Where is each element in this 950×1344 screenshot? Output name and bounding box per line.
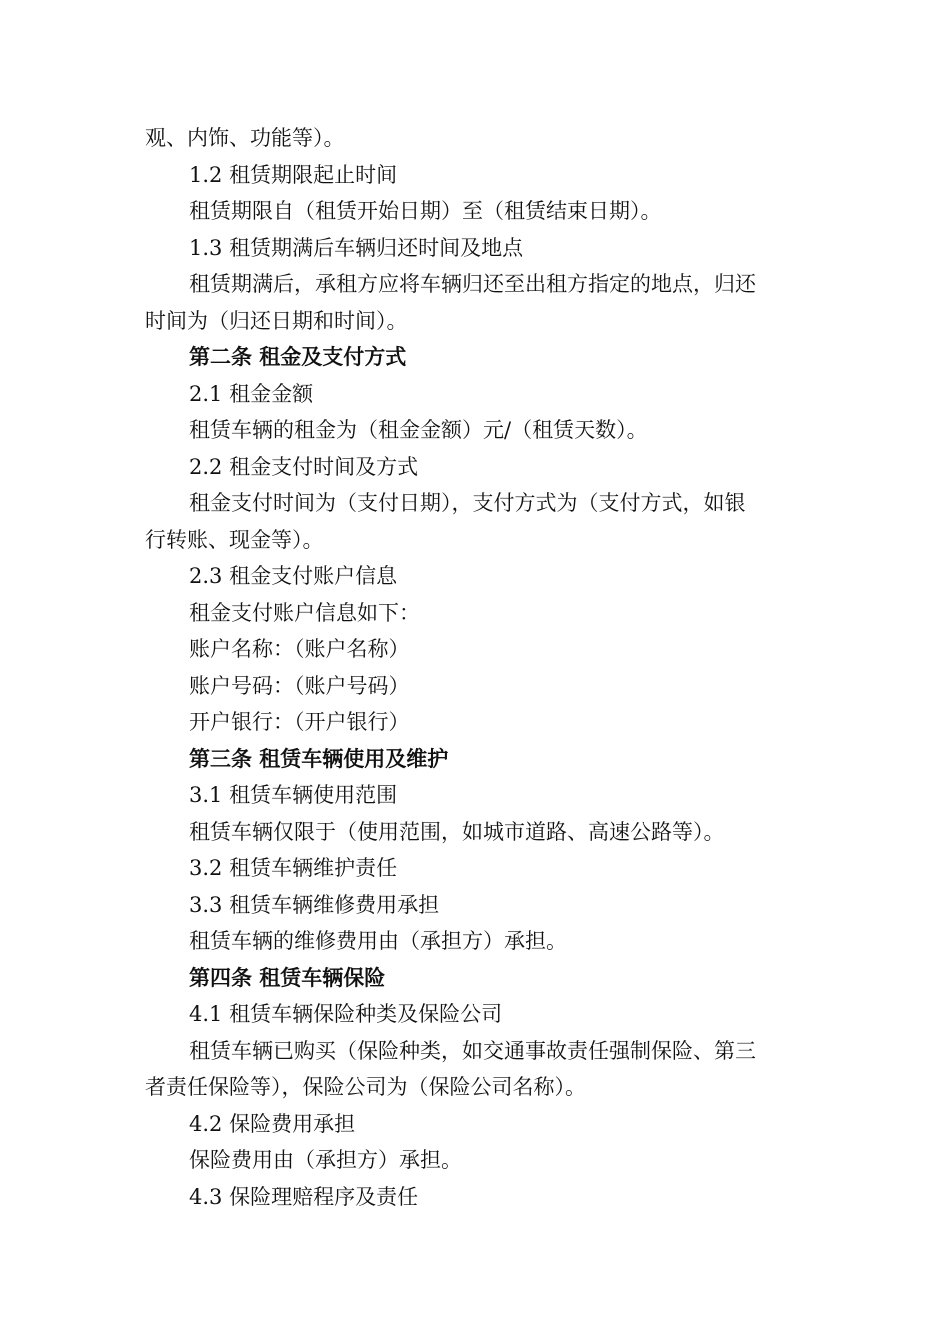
clause-3-2-title: 3.2 租赁车辆维护责任: [189, 856, 398, 880]
clause-3-3-text: 租赁车辆的维修费用由（承担方）承担。: [189, 929, 567, 953]
clause-4-1-text-line-2: 者责任保险等），保险公司为（保险公司名称）。: [145, 1075, 586, 1099]
clause-3-1-text: 租赁车辆仅限于（使用范围，如城市道路、高速公路等）。: [189, 819, 725, 844]
article-3-heading: 第三条 租赁车辆使用及维护: [189, 746, 449, 771]
clause-2-2-text-line-1: 租金支付时间为（支付日期），支付方式为（支付方式，如银: [189, 491, 746, 515]
clause-1-2-text: 租赁期限自（租赁开始日期）至（租赁结束日期）。: [189, 199, 662, 223]
clause-4-2-title: 4.2 保险费用承担: [189, 1111, 356, 1136]
clause-1-3-text-line-1: 租赁期满后，承租方应将车辆归还至出租方指定的地点，归还: [189, 272, 756, 296]
clause-2-2-title: 2.2 租金支付时间及方式: [189, 454, 419, 479]
clause-4-1-text-line-1: 租赁车辆已购买（保险种类，如交通事故责任强制保险、第三: [189, 1038, 756, 1063]
document-body: [145, 120, 810, 1215]
account-name-field: 账户名称：（账户名称）: [189, 637, 410, 661]
clause-2-2-text-line-2: 行转账、现金等）。: [145, 527, 324, 552]
clause-3-1-title: 3.1 租赁车辆使用范围: [189, 783, 398, 807]
paragraph-continuation: 观、内饰、功能等）。: [145, 126, 345, 150]
clause-4-2-text: 保险费用由（承担方）承担。: [189, 1148, 462, 1172]
article-4-heading: 第四条 租赁车辆保险: [189, 965, 386, 990]
clause-1-3-title: 1.3 租赁期满后车辆归还时间及地点: [189, 235, 524, 260]
clause-2-1-title: 2.1 租金金额: [189, 381, 314, 406]
clause-1-2-title: 1.2 租赁期限起止时间: [189, 162, 398, 187]
clause-4-3-title: 4.3 保险理赔程序及责任: [189, 1184, 419, 1209]
bank-field: 开户银行：（开户银行）: [189, 710, 410, 734]
clause-1-3-text-line-2: 时间为（归还日期和时间）。: [145, 308, 408, 333]
clause-4-1-title: 4.1 租赁车辆保险种类及保险公司: [189, 1002, 503, 1026]
clause-2-1-text: 租赁车辆的租金为（租金金额）元/（租赁天数）。: [189, 418, 648, 442]
account-number-field: 账户号码：（账户号码）: [189, 673, 410, 698]
clause-2-3-text: 租金支付账户信息如下：: [189, 600, 420, 625]
article-2-heading: 第二条 租金及支付方式: [189, 345, 407, 369]
clause-2-3-title: 2.3 租金支付账户信息: [189, 564, 398, 588]
clause-3-3-title: 3.3 租赁车辆维修费用承担: [189, 892, 440, 917]
